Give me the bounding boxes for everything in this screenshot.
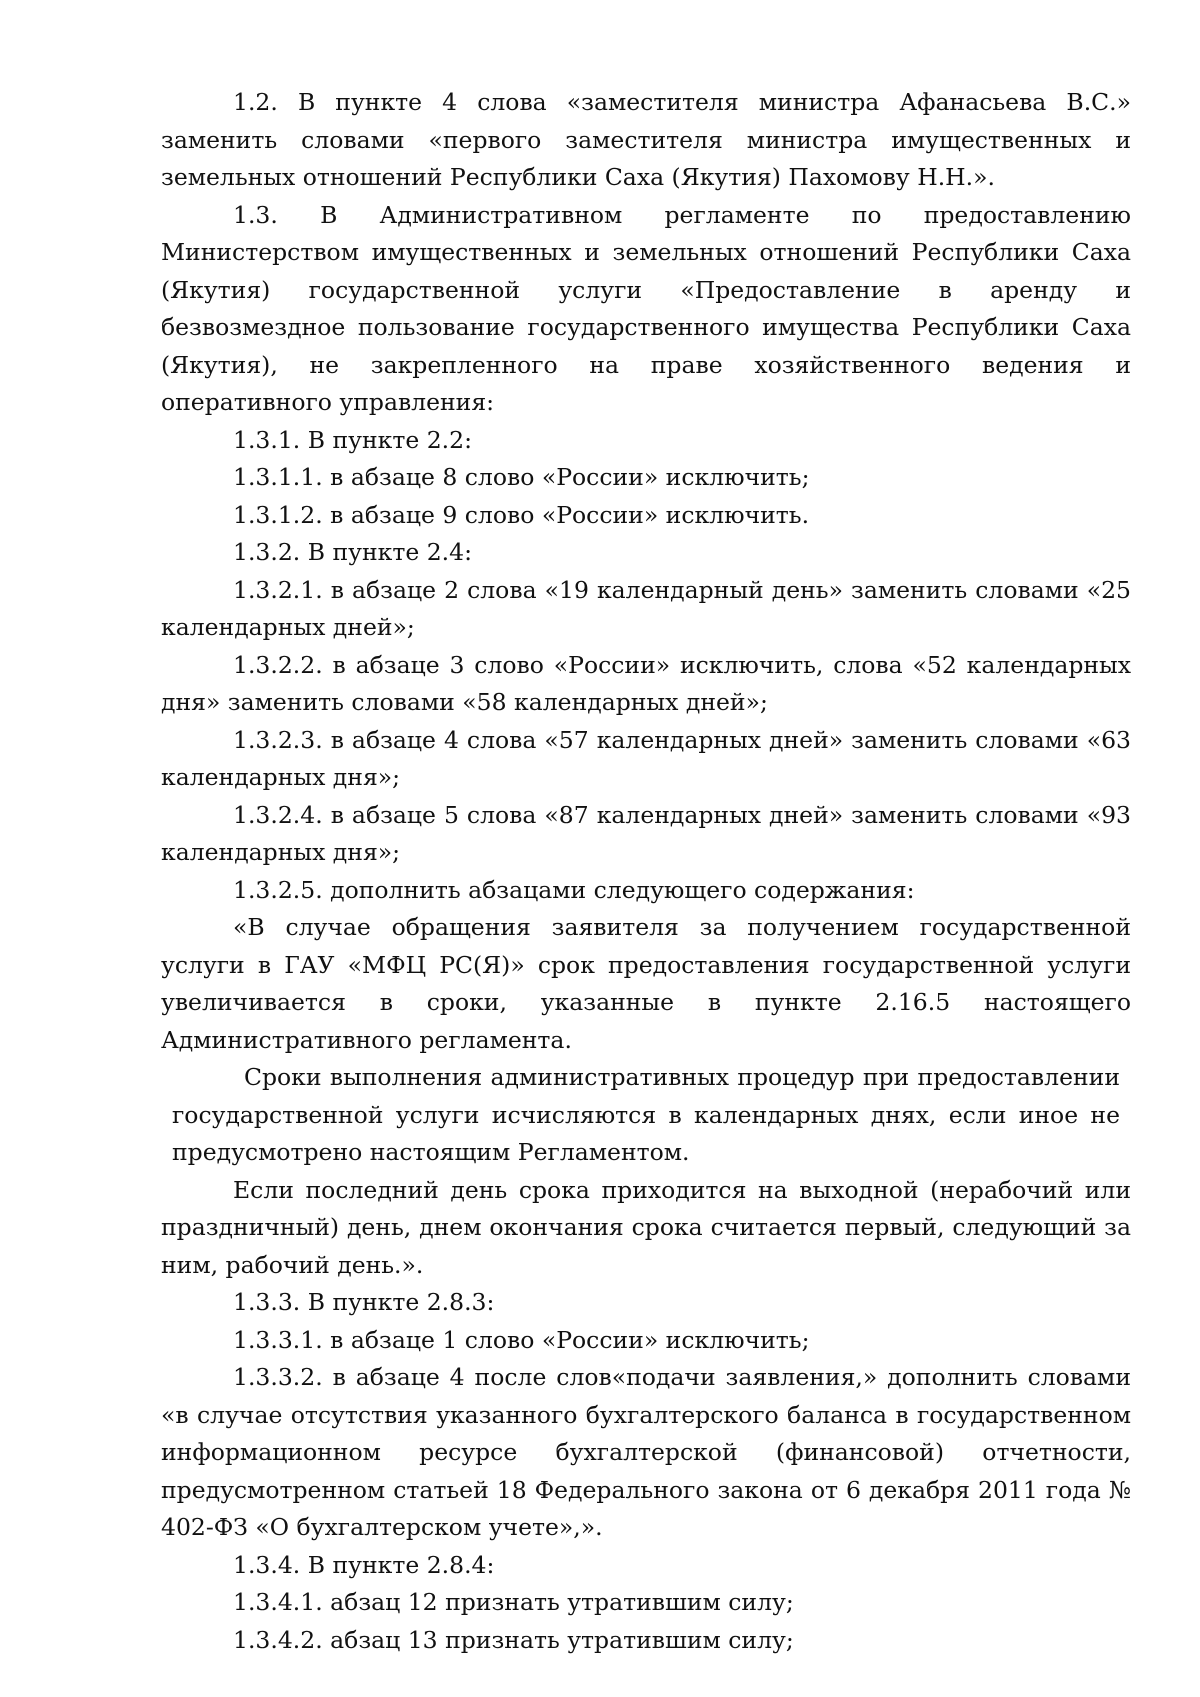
- paragraph-1-3-3-1: 1.3.3.1. в абзаце 1 слово «России» исключить;: [233, 1325, 810, 1354]
- paragraph-1-3-2-1: 1.3.2.1. в абзаце 2 слова «19 календарный день» заменить словами «25 календарных дней»;: [161, 575, 1131, 641]
- paragraph-1-3-1: 1.3.1. В пункте 2.2:: [233, 425, 472, 454]
- quoted-paragraph-mfc: «В случае обращения заявителя за получением государственной услуги в ГАУ «МФЦ РС(Я)» срок предоставления государственной услуги увеличивается в сроки, указанные в пункте 2.16.5 настоящего Административного регламента.: [161, 913, 1131, 1054]
- paragraph-1-3-2: 1.3.2. В пункте 2.4:: [233, 538, 472, 566]
- quoted-paragraph-holiday: Если последний день срока приходится на выходной (нерабочий или праздничный) день, днем окончания срока считается первый, следующий за ним, рабочий день.».: [161, 1175, 1131, 1279]
- paragraph-1-3-3-2: 1.3.3.2. в абзаце 4 после слов«подачи заявления,» дополнить словами «в случае отсутствия указанного бухгалтерского баланса в государственном информационном ресурсе бухгалтерской (финансовой) отчетности, предусмотренном статьей 18 Федерального закона от 6 декабря 2011 года № 402-ФЗ «О бухгалтерском учете»,».: [161, 1363, 1131, 1541]
- paragraph-1-2: 1.2. В пункте 4 слова «заместителя министра Афанасьева В.С.» заменить словами «первого заместителя министра имущественных и земельных отношений Республики Саха (Якутия) Пахомову Н.Н.».: [161, 88, 1131, 191]
- paragraph-1-3-4-2: 1.3.4.2. абзац 13 признать утратившим силу;: [233, 1625, 794, 1654]
- paragraph-1-3-2-4: 1.3.2.4. в абзаце 5 слова «87 календарных дней» заменить словами «93 календарных дня»;: [161, 800, 1131, 866]
- paragraph-1-3-2-3: 1.3.2.3. в абзаце 4 слова «57 календарных дней» заменить словами «63 календарных дня»;: [161, 725, 1131, 791]
- paragraph-1-3-1-1: 1.3.1.1. в абзаце 8 слово «России» исключить;: [233, 463, 810, 491]
- paragraph-1-3-2-2: 1.3.2.2. в абзаце 3 слово «России» исключить, слова «52 календарных дня» заменить словами «58 календарных дней»;: [161, 650, 1131, 716]
- paragraph-1-3-2-5: 1.3.2.5. дополнить абзацами следующего содержания:: [233, 875, 915, 904]
- quoted-paragraph-deadlines: Сроки выполнения административных процедур при предоставлении государственной услуги исчисляются в календарных днях, если иное не предусмотрено настоящим Регламентом.: [172, 1063, 1120, 1166]
- document-body: [161, 84, 1131, 1659]
- paragraph-1-3-1-2: 1.3.1.2. в абзаце 9 слово «России» исключить.: [233, 500, 810, 529]
- paragraph-1-3-4-1: 1.3.4.1. абзац 12 признать утратившим силу;: [233, 1588, 794, 1616]
- paragraph-1-3-4: 1.3.4. В пункте 2.8.4:: [233, 1550, 495, 1579]
- paragraph-1-3: 1.3. В Административном регламенте по предоставлению Министерством имущественных и земельных отношений Республики Саха (Якутия) государственной услуги «Предоставление в аренду и безвозмездное пользование государственного имущества Республики Саха (Якутия), не закрепленного на праве хозяйственного ведения и оперативного управления:: [161, 200, 1131, 416]
- paragraph-1-3-3: 1.3.3. В пункте 2.8.3:: [233, 1288, 495, 1316]
